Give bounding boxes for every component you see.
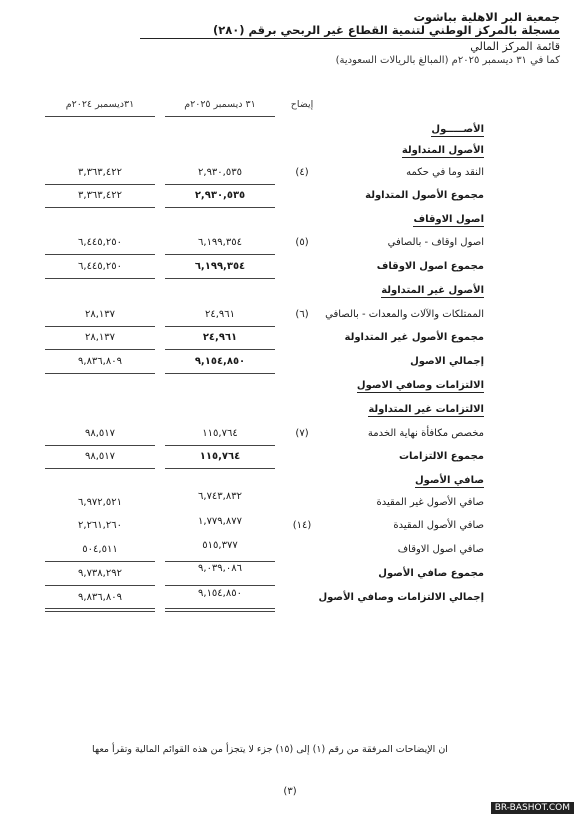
row-label: صافي اصول الاوقاف [397, 544, 484, 555]
value-current: ٦,٧٤٣,٨٣٢ [198, 491, 242, 502]
statement-title: قائمة المركز المالي [470, 40, 560, 53]
value-current: ٢٤,٩٦١ [204, 309, 236, 320]
value-previous: ٣,٣٦٣,٤٢٢ [78, 190, 122, 201]
site-watermark: BR-BASHOT.COM [491, 802, 574, 814]
column-header-current-year: ٣١ ديسمبر ٢٠٢٥م [184, 99, 256, 110]
row-endowment-net [0, 237, 580, 253]
row-total-liabilities-and-net-assets [0, 588, 580, 608]
section-noncurrent-liabilities [0, 404, 580, 420]
value-previous: ٩,٨٣٦,٨٠٩ [78, 592, 122, 603]
row-label: صافي الأصول غير المقيدة [376, 497, 484, 508]
row-total-net-assets [0, 563, 580, 584]
row-total-liabilities [0, 451, 580, 467]
row-endowment-net-assets [0, 540, 580, 560]
section-current-assets [0, 145, 580, 161]
value-current: ٥١٥,٣٧٧ [202, 540, 238, 551]
row-ppe [0, 309, 580, 325]
value-previous: ٩٨,٥١٧ [84, 428, 116, 439]
row-total-current-assets [0, 190, 580, 206]
section-liabilities-and-net-assets [0, 380, 580, 396]
column-header-note: إيضاح [290, 99, 314, 110]
value-previous: ٢,٢٦١,٢٦٠ [78, 520, 122, 531]
row-label: إجمالي الاصول [410, 356, 484, 367]
page-number: (٣) [283, 786, 297, 797]
section-noncurrent-assets [0, 285, 580, 301]
as-of-date: كما في ٣١ ديسمبر ٢٠٢٥م (المبالغ بالريالات السعودية) [335, 55, 560, 66]
value-previous: ٩,٧٣٨,٢٩٢ [78, 568, 122, 579]
value-current: ٢,٩٣٠,٥٣٥ [198, 167, 242, 178]
row-note: (١٤) [292, 520, 312, 531]
value-current: ١,٧٧٩,٨٧٧ [198, 516, 242, 527]
row-label: اصول اوقاف - بالصافي [387, 237, 484, 248]
row-label: النقد وما في حكمه [406, 167, 484, 178]
value-current: ٩,١٥٤,٨٥٠ [198, 588, 242, 599]
value-current: ٩,٠٣٩,٠٨٦ [198, 563, 242, 574]
value-current: ٦,١٩٩,٣٥٤ [194, 261, 246, 272]
row-total-assets [0, 356, 580, 372]
notes-disclaimer: ان الإيضاحات المرفقة من رقم (١) إلى (١٥) جزء لا يتجزأ من هذه القوائم المالية وتقرأ معها [92, 744, 448, 755]
value-current: ٦,١٩٩,٣٥٤ [198, 237, 242, 248]
row-label: إجمالي الالتزامات وصافي الأصول [318, 592, 484, 603]
section-label: صافي الأصول [414, 475, 484, 486]
row-note: (٤) [295, 167, 309, 178]
row-unrestricted-net-assets [0, 491, 580, 513]
row-label: مجموع الأصول المتداولة [365, 190, 484, 201]
row-restricted-net-assets [0, 516, 580, 536]
value-previous: ٢٨,١٣٧ [84, 332, 116, 343]
column-underline-previous [45, 116, 155, 117]
row-label: مجموع الأصول غير المتداولة [344, 332, 484, 343]
section-label: اصول الاوقاف [413, 214, 484, 225]
section-assets [0, 124, 580, 140]
value-previous: ٢٨,١٣٧ [84, 309, 116, 320]
section-label: الالتزامات وصافي الاصول [356, 380, 484, 391]
row-label: مخصص مكافأة نهاية الخدمة [367, 428, 484, 439]
value-previous: ٦,٩٧٢,٥٢١ [78, 497, 122, 508]
section-label: الأصـــــول [431, 124, 484, 135]
value-previous: ٦,٤٤٥,٢٥٠ [78, 261, 122, 272]
row-note: (٧) [295, 428, 309, 439]
row-total-endowment [0, 261, 580, 277]
section-net-assets [0, 475, 580, 491]
section-label: الأصول غير المتداولة [381, 285, 484, 296]
document-header [140, 11, 560, 67]
value-current: ٩,١٥٤,٨٥٠ [194, 356, 246, 367]
registration-line: مسجلة بالمركز الوطني لتنمية القطاع غير الربحي برقم (٢٨٠) [140, 24, 560, 39]
row-label: مجموع صافي الأصول [378, 568, 484, 579]
row-cash [0, 167, 580, 183]
value-previous: ٥٠٤,٥١١ [82, 544, 118, 555]
column-header-previous-year: ٣١ديسمبر ٢٠٢٤م [65, 99, 135, 110]
section-endowment-assets [0, 214, 580, 230]
section-label: الأصول المتداولة [401, 145, 484, 156]
row-label: صافي الأصول المقيدة [393, 520, 484, 531]
value-previous: ٣,٣٦٣,٤٢٢ [78, 167, 122, 178]
value-current: ٢٤,٩٦١ [202, 332, 238, 343]
value-current: ١١٥,٧٦٤ [202, 428, 238, 439]
org-name: جمعية البر الاهلية بباشوت [413, 10, 560, 24]
value-previous: ٦,٤٤٥,٢٥٠ [78, 237, 122, 248]
value-previous: ٩٨,٥١٧ [84, 451, 116, 462]
row-label: مجموع اصول الاوقاف [376, 261, 484, 272]
row-label: الممتلكات والآلات والمعدات - بالصافي [325, 309, 484, 320]
value-current: ١١٥,٧٦٤ [199, 451, 241, 462]
row-end-of-service [0, 428, 580, 444]
value-previous: ٩,٨٣٦,٨٠٩ [78, 356, 122, 367]
value-current: ٢,٩٣٠,٥٣٥ [194, 190, 246, 201]
row-total-noncurrent [0, 332, 580, 348]
row-label: مجموع الالتزامات [398, 451, 484, 462]
row-note: (٥) [295, 237, 309, 248]
column-underline-current [165, 116, 275, 117]
row-note: (٦) [295, 309, 309, 320]
section-label: الالتزامات غير المتداولة [368, 404, 484, 415]
